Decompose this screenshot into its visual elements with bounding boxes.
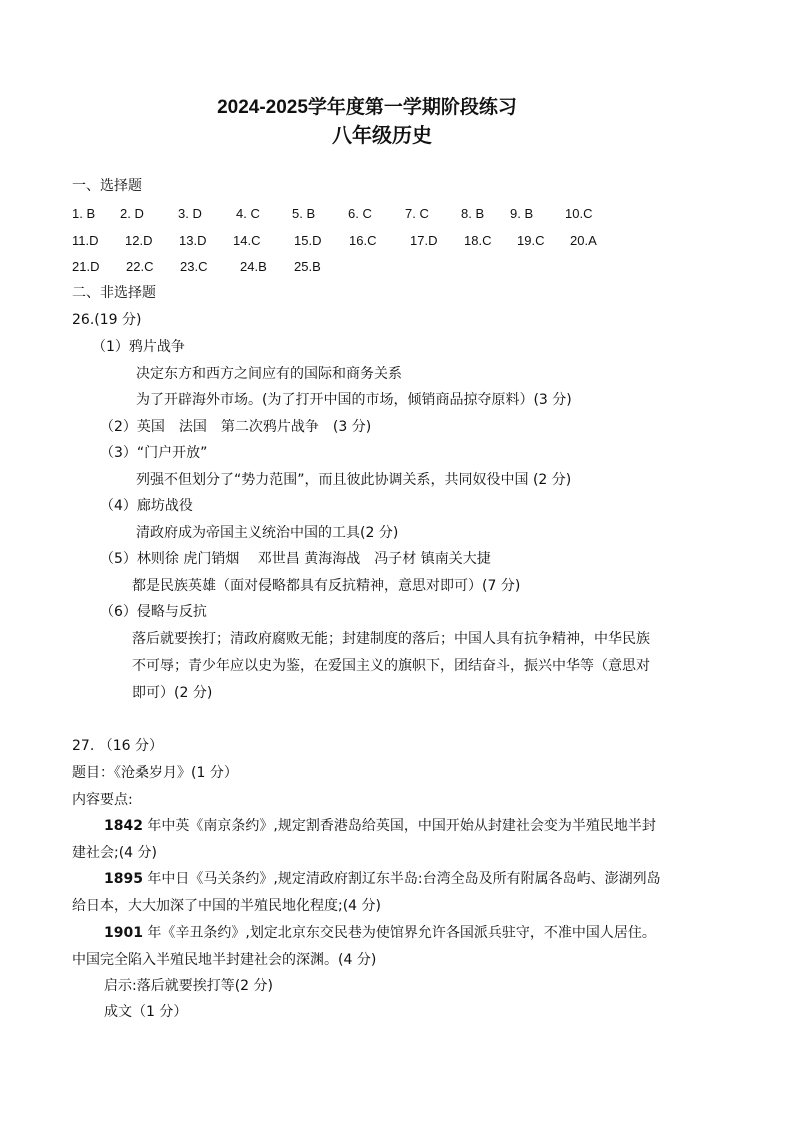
q27-point-1-line-2: 建社会;(4 分) [72,845,157,861]
q26-part-1: （1）鸦片战争 [92,339,185,355]
answer-item: 5. B [292,206,316,221]
q26-part-3: （3）“门户开放” [100,445,208,461]
q27-point-3-line-2: 中国完全陷入半殖民地半封建社会的深渊。(4 分) [72,952,377,968]
answer-item: 13.D [179,233,207,248]
answer-item: 12.D [125,233,153,248]
q27-point-2-line-1: 1895 年中日《马关条约》,规定清政府割辽东半岛:台湾全岛及所有附属各岛屿、澎湖列岛 [104,871,661,887]
q26-part-6: （6）侵略与反抗 [100,604,207,620]
answer-item: 9. B [510,206,534,221]
q27-topic: 题目：《沧桑岁月》(1 分） [72,765,238,781]
answer-item: 11.D [72,233,99,248]
q26-part-6-answer-line-1: 落后就要挨打；清政府腐败无能；封建制度的落后；中国人具有抗争精神，中华民族 [132,631,650,647]
q27-point-2-line-2: 给日本，大大加深了中国的半殖民地化程度;(4 分) [72,898,381,914]
year-1842: 1842 [104,818,143,834]
answer-item: 3. D [178,206,202,221]
answer-item: 10.C [565,206,593,221]
q27-insight: 启示:落后就要挨打等(2 分) [104,978,273,994]
answer-item: 6. C [348,206,372,221]
answer-item: 25.B [294,259,321,274]
answer-item: 2. D [120,206,144,221]
question-27-header: 27. （16 分） [72,738,163,754]
answer-item: 4. C [236,206,260,221]
answer-item: 8. B [461,206,485,221]
answer-item: 16.C [349,233,377,248]
question-26-header: 26.(19 分) [72,312,142,328]
q26-part-5-answer: 都是民族英雄（面对侵略都具有反抗精神，意思对即可）(7 分) [132,578,521,594]
answer-item: 1. B [72,206,96,221]
answer-item: 14.C [233,233,261,248]
answer-item: 17.D [410,233,438,248]
answer-item: 19.C [517,233,545,248]
year-1895: 1895 [104,871,143,887]
q27-point-3-line-1: 1901 年《辛丑条约》,划定北京东交民巷为使馆界允许各国派兵驻守，不准中国人居住。 [104,925,656,941]
q26-part-2: （2）英国 法国 第二次鸦片战争 (3 分) [100,419,372,435]
answer-item: 22.C [126,259,154,274]
q26-part-1-answer-a: 决定东方和西方之间应有的国际和商务关系 [136,366,402,382]
document-title: 2024-2025学年度第一学期阶段练习 [217,97,517,118]
q26-part-3-answer: 列强不但划分了“势力范围”，而且彼此协调关系，共同奴役中国 (2 分) [136,472,572,488]
q26-part-4: （4）廊坊战役 [100,498,193,514]
q26-part-5: （5）林则徐 虎门销烟 邓世昌 黄海海战 冯子材 镇南关大捷 [100,551,491,567]
answer-item: 15.D [294,233,322,248]
q26-part-6-answer-line-2: 不可辱；青少年应以史为鉴，在爱国主义的旗帜下，团结奋斗，振兴中华等（意思对 [132,658,650,674]
answer-item: 24.B [240,259,267,274]
section-heading-nonchoice: 二、非选择题 [72,285,156,301]
answer-item: 21.D [72,259,100,274]
q27-points-label: 内容要点: [72,792,133,808]
q26-part-1-answer-b: 为了开辟海外市场。(为了打开中国的市场，倾销商品掠夺原料）(3 分) [136,392,572,408]
answer-item: 7. C [405,206,429,221]
answer-item: 18.C [464,233,492,248]
answer-item: 20.A [570,233,597,248]
q26-part-4-answer: 清政府成为帝国主义统治中国的工具(2 分) [136,525,399,541]
answer-item: 23.C [180,259,208,274]
q27-point-1-line-1: 1842 年中英《南京条约》,规定割香港岛给英国，中国开始从封建社会变为半殖民地半封 [104,818,656,834]
section-heading-choice: 一、选择题 [72,178,142,194]
q27-essay: 成文（1 分） [104,1004,188,1020]
year-1901: 1901 [104,925,143,941]
q26-part-6-answer-line-3: 即可）(2 分) [132,685,213,701]
document-subtitle: 八年级历史 [332,125,432,147]
